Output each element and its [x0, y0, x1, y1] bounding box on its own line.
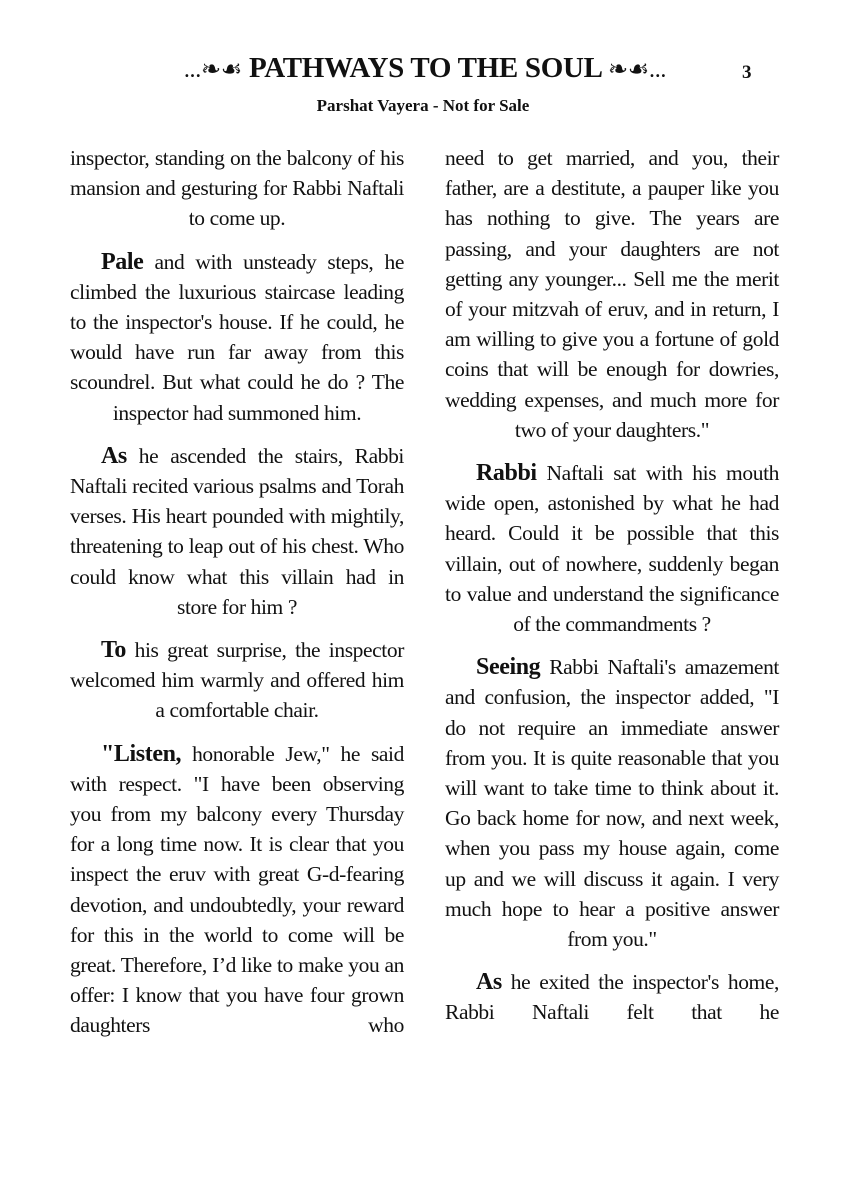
- paragraph-text: his great surprise, the inspector welcomed him warmly and offered him a comfortable chair.: [70, 638, 404, 723]
- paragraph: [70, 143, 404, 234]
- ornament-right-icon: ❧☙...: [608, 57, 667, 83]
- paragraph-text: Naftali sat with his mouth wide open, astonished by what he had heard. Could it be possible that this villain, out of nowhere, suddenly began to value and understand the significance of the commandments ?: [445, 461, 779, 637]
- lead-word: To: [101, 637, 127, 664]
- paragraph: [445, 143, 779, 445]
- lead-word: "Listen,: [101, 740, 182, 767]
- paragraph: [70, 247, 404, 428]
- page-number: 3: [742, 62, 752, 83]
- paragraph: [445, 652, 779, 954]
- paragraph-text: he ascended the stairs, Rabbi Naftali recited various psalms and Torah verses. His heart pounded with mightily, threatening to leap out of his chest. Who could know what this villain had in store for him ?: [70, 443, 404, 619]
- left-column: [70, 143, 404, 1054]
- paragraph: [70, 441, 404, 622]
- lead-word: Seeing: [476, 654, 541, 681]
- paragraph: [445, 458, 779, 639]
- lead-word: As: [476, 969, 502, 996]
- ornament-left-icon: ...❧☙: [183, 57, 242, 83]
- paragraph-text: and with unsteady steps, he climbed the luxurious staircase leading to the inspector's house. If he could, he would have run far away from this scoundrel. But what could he do ? The inspector had summoned him.: [70, 249, 404, 425]
- running-header: [0, 52, 846, 92]
- paragraph-text: honorable Jew," he said with respect. "I have been observing you from my balcony every Thursday for a long time now. It is clear that you inspect the eruv with great G-d-fearing devotion, and undoubtedly, your reward for this in the world to come will be great. Therefore, I’d like to make you an offer: I know that you have four grown daughters who: [70, 741, 404, 1038]
- paragraph: [445, 967, 779, 1027]
- paragraph: [70, 739, 404, 1041]
- title-text: PATHWAYS TO THE SOUL: [248, 52, 602, 84]
- right-column: [445, 143, 779, 1041]
- paragraph-text: need to get married, and you, their father, are a destitute, a pauper like you has nothing to give. The years are passing, and your daughters are not getting any younger... Sell me the merit of your mitzvah of eruv, and in return, I am willing to give you a fortune of gold coins that will be enough for dowries, wedding expenses, and much more for two of your daughters.": [445, 146, 779, 442]
- paragraph: [70, 635, 404, 726]
- lead-word: Pale: [101, 248, 144, 275]
- publication-title: [130, 52, 720, 85]
- lead-word: As: [101, 442, 127, 469]
- lead-word: Rabbi: [476, 460, 537, 487]
- paragraph-text: he exited the inspector's home, Rabbi Naftali felt that he: [445, 970, 779, 1025]
- subtitle: Parshat Vayera - Not for Sale: [316, 96, 530, 115]
- paragraph-text: inspector, standing on the balcony of his mansion and gesturing for Rabbi Naftali to come up.: [70, 146, 404, 231]
- paragraph-text: Rabbi Naftali's amazement and confusion, the inspector added, "I do not require an immediate answer from you. It is quite reasonable that you will want to take time to think about it. Go back home for now, and next week, when you pass my house again, come up and we will discuss it again. I very much hope to hear a positive answer from you.": [445, 655, 779, 952]
